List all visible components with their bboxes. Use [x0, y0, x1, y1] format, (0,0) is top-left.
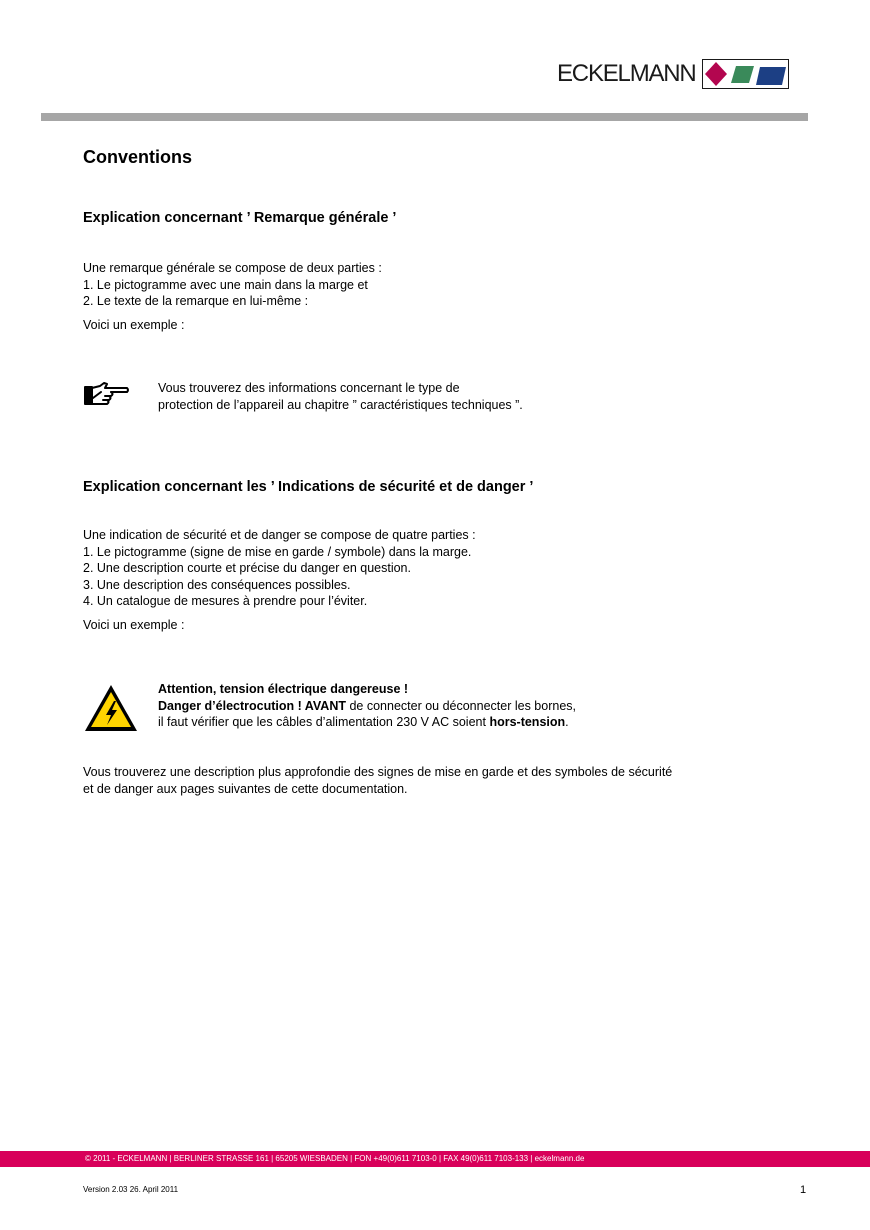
warning-text: . — [565, 715, 569, 729]
closing-paragraph — [83, 764, 672, 797]
company-logo — [557, 58, 789, 90]
intro-line: 1. Le pictogramme avec une main dans la marge et — [83, 277, 368, 292]
section-2-intro — [83, 527, 476, 610]
page-number: 1 — [800, 1184, 807, 1196]
logo-wordmark: ECKELMANN — [557, 60, 696, 87]
intro-line: 4. Un catalogue de mesures à prendre pour l’éviter. — [83, 594, 368, 608]
intro-line: Une remarque générale se compose de deux parties : — [83, 261, 382, 275]
pointing-hand-icon — [83, 380, 131, 410]
logo-squares-icon — [702, 59, 789, 89]
header-divider — [41, 113, 808, 121]
intro-line: 2. Le texte de la remarque en lui-même : — [83, 294, 309, 308]
note-line: Vous trouverez des informations concernant le type de — [158, 381, 460, 395]
warning-line-2 — [158, 698, 576, 715]
footer-contact-bar — [0, 1151, 870, 1167]
footer-contact: © 2011 - ECKELMANN | BERLINER STRASSE 161 | 65205 WIESBADEN | FON +49(0)611 7103-0 | FAX 49(0)611 7103-133 | eckelmann.de — [85, 1154, 585, 1163]
warning-title: Attention, tension électrique dangereuse ! — [158, 682, 409, 696]
electric-hazard-icon — [83, 683, 139, 733]
intro-line: Une indication de sécurité et de danger se compose de quatre parties : — [83, 528, 476, 542]
intro-line: 1. Le pictogramme (signe de mise en garde / symbole) dans la marge. — [83, 544, 472, 559]
page-title: Conventions — [83, 147, 193, 167]
warning-example-text — [158, 681, 576, 731]
section-heading-safety: Explication concernant les ’ Indications de sécurité et de danger ’ — [83, 479, 534, 495]
warning-line-3 — [158, 714, 576, 731]
section-1-intro — [83, 260, 382, 310]
warning-text: il faut vérifier que les câbles d’alimentation 230 V AC soient — [158, 715, 490, 729]
note-example-text — [158, 380, 523, 413]
version-info: Version 2.03 26. April 2011 — [83, 1185, 179, 1194]
section-heading-general-note: Explication concernant ’ Remarque générale ’ — [83, 210, 397, 226]
intro-line: 3. Une description des conséquences possibles. — [83, 577, 351, 592]
warning-bold-text: Danger d’électrocution ! AVANT — [158, 698, 346, 713]
example-label: Voici un exemple : — [83, 318, 185, 332]
example-label: Voici un exemple : — [83, 618, 185, 632]
intro-line: 2. Une description courte et précise du danger en question. — [83, 561, 411, 575]
note-line: protection de l’appareil au chapitre ” caractéristiques techniques ”. — [158, 397, 523, 412]
closing-line: Vous trouverez une description plus approfondie des signes de mise en garde et des symboles de sécurité — [83, 765, 673, 779]
warning-text: de connecter ou déconnecter les bornes, — [345, 698, 576, 713]
warning-bold-text: hors-tension — [489, 715, 566, 729]
closing-line: et de danger aux pages suivantes de cette documentation. — [83, 781, 408, 796]
